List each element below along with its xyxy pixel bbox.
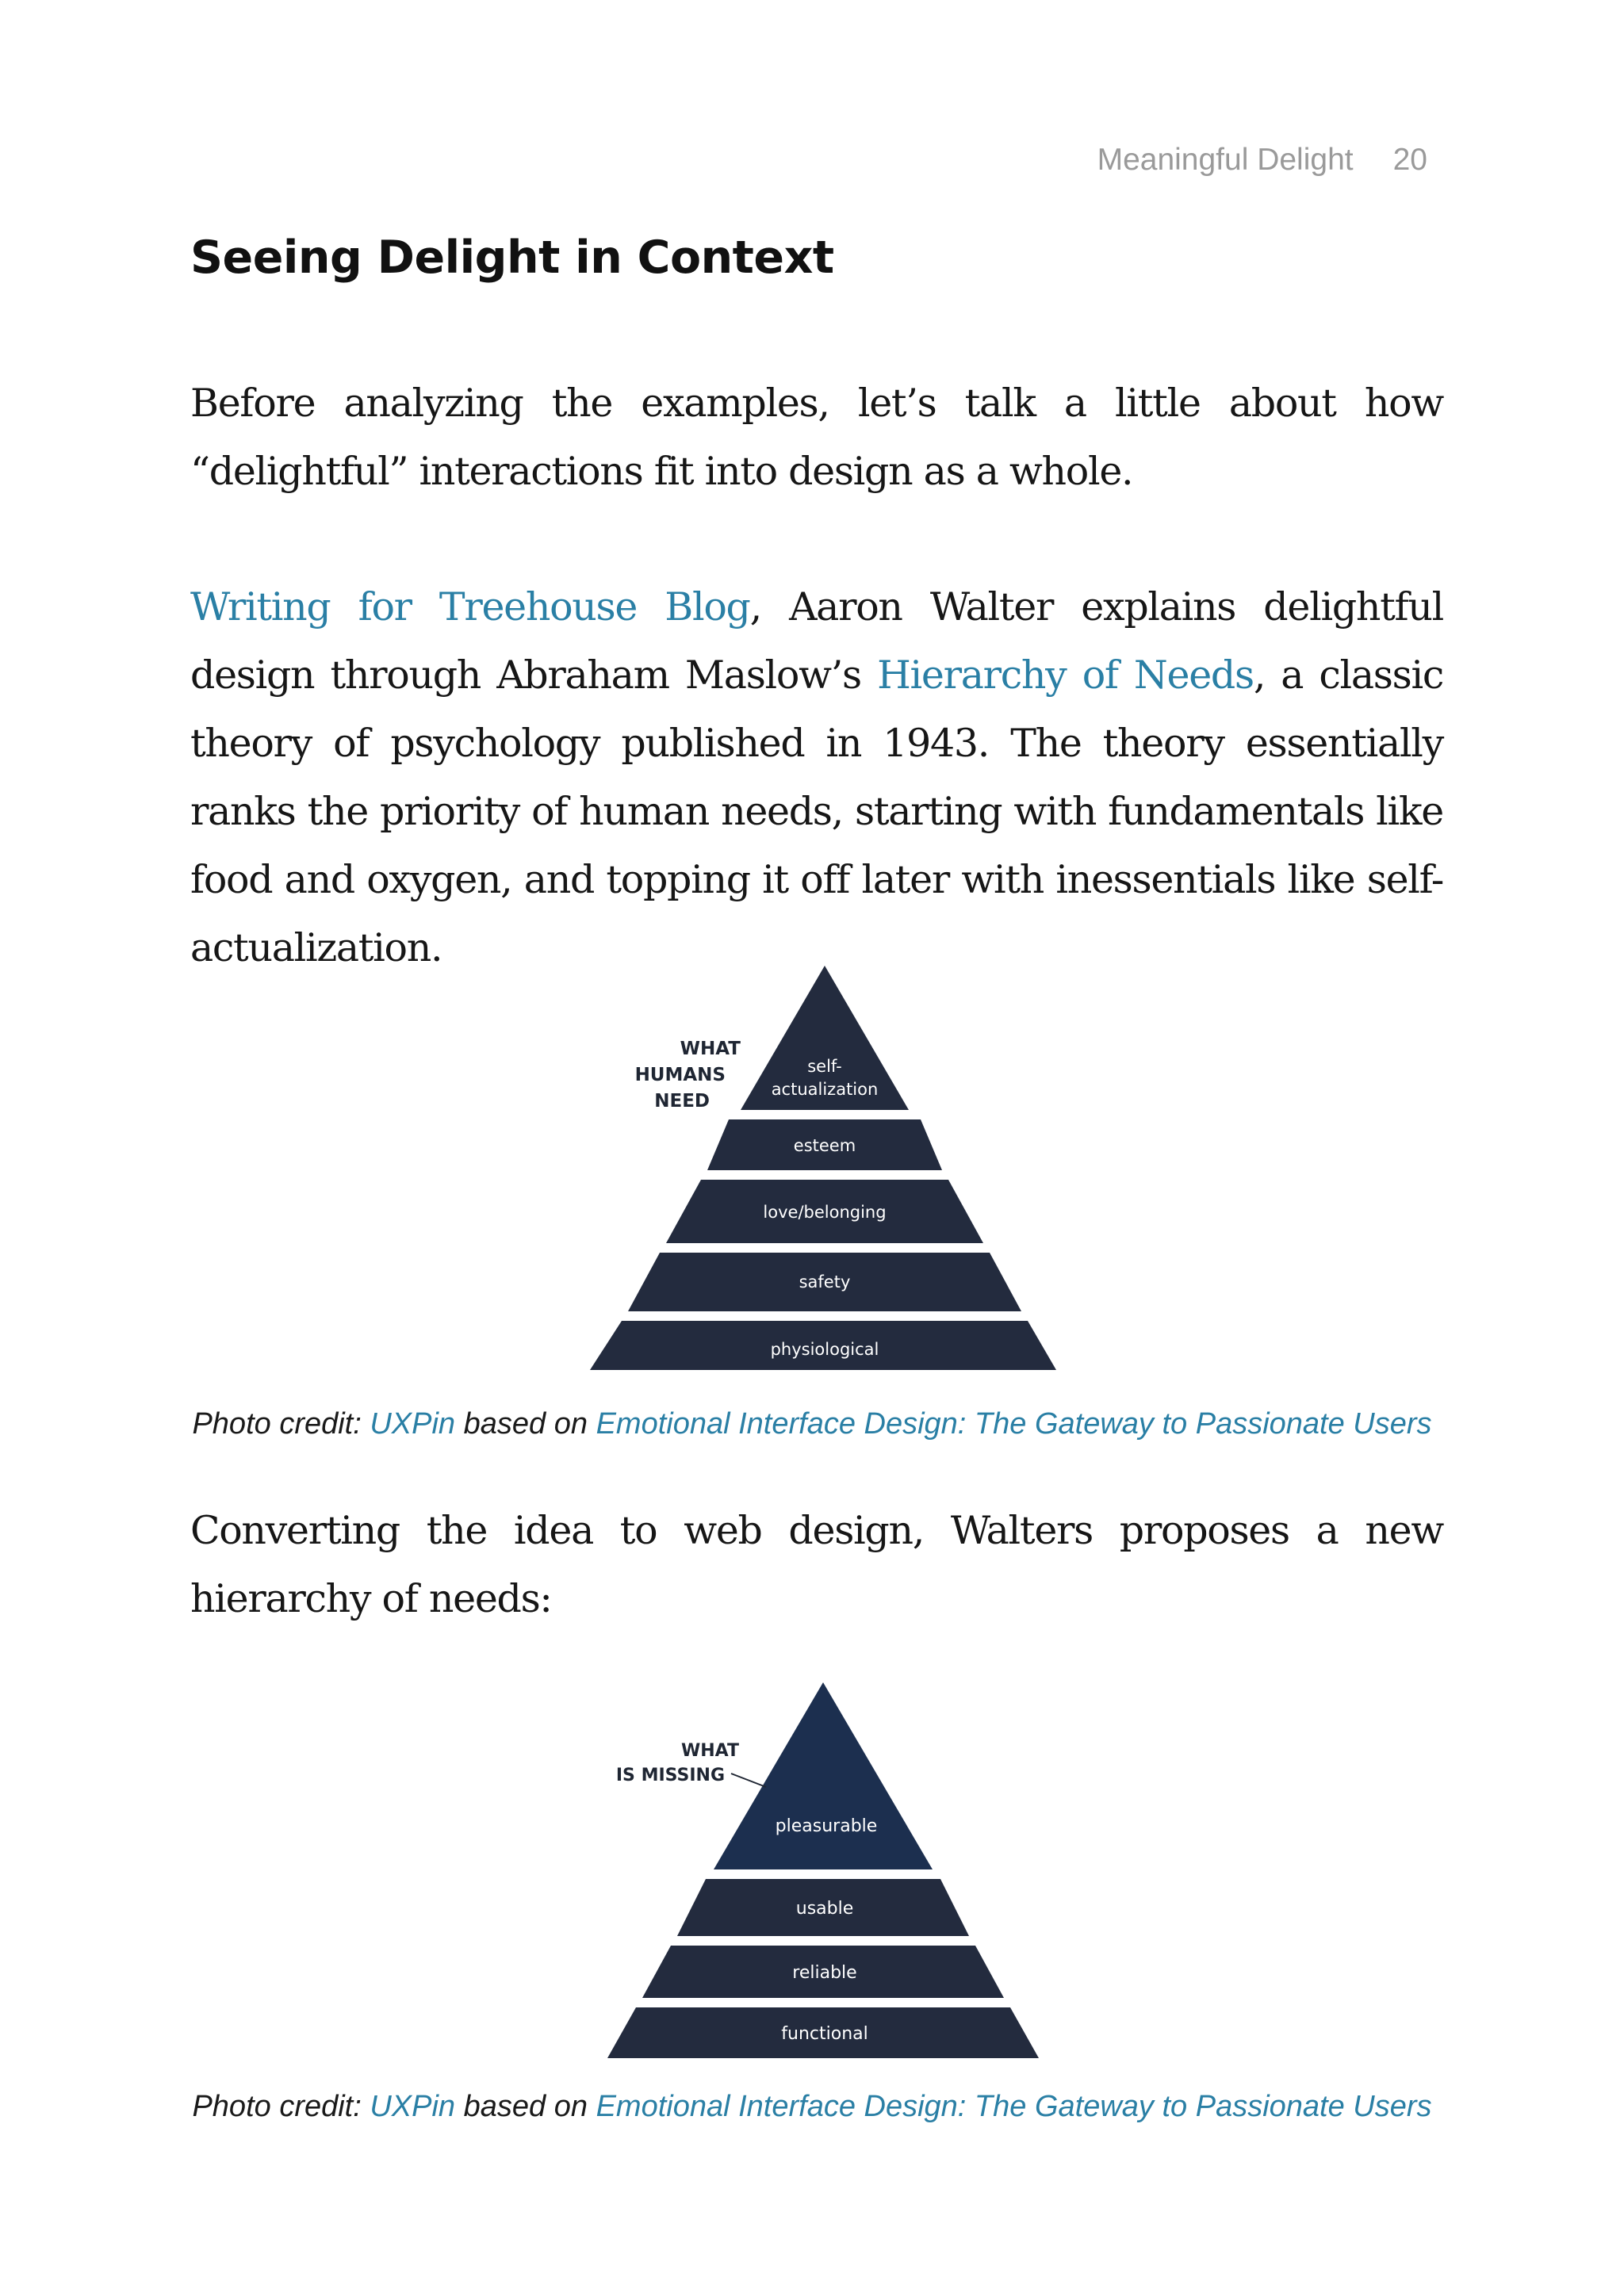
converting-paragraph: Converting the idea to web design, Walters proposes a new hierarchy of needs: bbox=[190, 1508, 1443, 1621]
running-title: Meaningful Delight bbox=[1097, 143, 1354, 177]
caption-1-prefix: Photo credit: bbox=[192, 1407, 370, 1441]
caption-1-uxpin-link[interactable]: UXPin bbox=[370, 1407, 456, 1441]
caption-2-source-link[interactable]: Emotional Interface Design: The Gateway to Passionate Users bbox=[596, 2090, 1432, 2123]
missing-label-line-2: IS MISSING bbox=[615, 1766, 725, 1785]
side-label-line-2: HUMANS bbox=[634, 1065, 726, 1085]
maslow-text-1: , Aaron Walter explains delightful design through Abraham Maslow’s bbox=[190, 584, 1443, 698]
caption-2-prefix: Photo credit: bbox=[192, 2090, 370, 2123]
side-label-line-1: WHAT bbox=[680, 1039, 741, 1059]
level-label-functional: functional bbox=[781, 2024, 868, 2044]
intro-paragraph: Before analyzing the examples, let’s talk a little about how “delightful” interactions fit into design as a whole. bbox=[190, 381, 1443, 494]
running-header bbox=[1097, 143, 1427, 178]
level-label-physiological: physiological bbox=[770, 1340, 879, 1359]
caption-2-uxpin-link[interactable]: UXPin bbox=[370, 2090, 456, 2123]
level-label-self: self- bbox=[807, 1057, 842, 1076]
missing-label-line-1: WHAT bbox=[680, 1741, 739, 1761]
hierarchy-of-needs-link[interactable]: Hierarchy of Needs bbox=[877, 652, 1254, 698]
maslow-pyramid-figure bbox=[0, 951, 1624, 1380]
design-hierarchy-pyramid-figure bbox=[0, 1673, 1624, 2069]
level-label-love-belonging: love/belonging bbox=[763, 1203, 887, 1222]
level-label-pleasurable: pleasurable bbox=[775, 1816, 878, 1836]
maslow-paragraph bbox=[190, 573, 1443, 982]
photo-credit-caption-1 bbox=[0, 1407, 1624, 1441]
pyramid-level-pleasurable bbox=[714, 1682, 933, 1869]
caption-1-middle: based on bbox=[455, 1407, 596, 1441]
level-label-reliable: reliable bbox=[792, 1963, 857, 1983]
level-label-actualization: actualization bbox=[771, 1080, 879, 1099]
side-label-line-3: NEED bbox=[654, 1091, 710, 1112]
maslow-text-2: , a classic theory of psychology published in 1943. The theory essentially ranks the priority of human needs, starting with fundamentals like food and oxygen, and topping it off later with inessentials like self-actualization. bbox=[190, 652, 1443, 970]
level-label-usable: usable bbox=[795, 1899, 854, 1919]
treehouse-blog-link[interactable]: Writing for Treehouse Blog bbox=[190, 584, 750, 629]
photo-credit-caption-2 bbox=[0, 2090, 1624, 2124]
section-title: Seeing Delight in Context bbox=[190, 232, 834, 284]
level-label-safety: safety bbox=[799, 1272, 851, 1292]
caption-2-middle: based on bbox=[455, 2090, 596, 2123]
page-number: 20 bbox=[1392, 143, 1427, 177]
missing-pointer-line bbox=[731, 1774, 766, 1787]
caption-1-source-link[interactable]: Emotional Interface Design: The Gateway to Passionate Users bbox=[596, 1407, 1432, 1441]
level-label-esteem: esteem bbox=[793, 1136, 856, 1155]
